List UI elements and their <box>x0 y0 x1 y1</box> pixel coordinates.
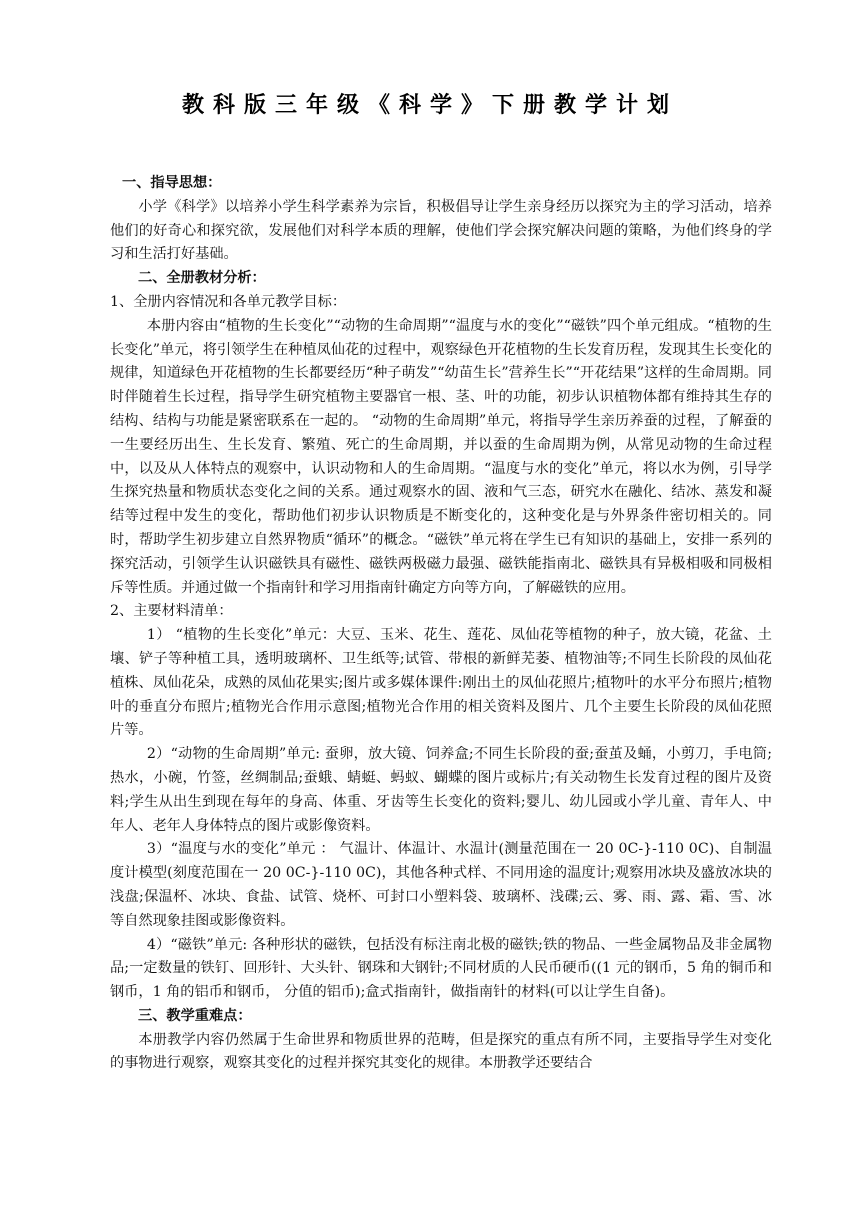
material-item-1: 1） “植物的生长变化”单元：大豆、玉米、花生、莲花、凤仙花等植物的种子，放大镜，花盆、土壤、铲子等种植工具，透明玻璃杯、卫生纸等;试管、带根的新鲜芜萎、植物油等;不同生长阶段的凤仙花植株、凤仙花朵，成熟的凤仙花果实;图片或多媒体课件:刚出土的凤仙花照片;植物叶的水平分布照片;植物叶的垂直分布照片;植物光合作用示意图;植物光合作用的相关资料及图片、几个主要生长阶段的凤仙花照片等。 <box>110 627 772 739</box>
section-2-sub1-heading: 1、全册内容情况和各单元教学目标： <box>110 293 347 310</box>
document-title: 教科版三年级《科学》下册教学计划 <box>181 93 678 118</box>
section-3-heading: 三、教学重难点： <box>138 1007 252 1024</box>
section-3-paragraph: 本册教学内容仍然属于生命世界和物质世界的范畴，但是探究的重点有所不同，主要指导学生对变化的事物进行观察，观察其变化的过程并探究其变化的规律。本册教学还要结合 <box>110 1031 772 1072</box>
document-body <box>110 172 772 1076</box>
material-item-3: 3）“温度与水的变化”单元 ： 气温计、体温计、水温计(测量范围在一 20 0C-}-110 0C)、自制温度计模型(刻度范围在一 20 0C-}-110 0C)，其他各种式样、不同用途的温度计;观察用冰块及盛放冰块的浅盘;保温杯、冰块、食盐、试管、烧杯、可封口小塑料袋、玻璃杯、浅碟;云、雾、雨、露、霜、雪、冰等自然现象挂图或影像资料。 <box>110 841 772 929</box>
section-1-heading: 一、指导思想： <box>122 175 222 191</box>
section-2-heading: 二、全册教材分析： <box>138 270 266 287</box>
section-2-sub2-heading: 2、主要材料清单： <box>110 603 233 620</box>
section-2-sub1-paragraph: 本册内容由“植物的生长变化”“动物的生命周期”“温度与水的变化”“磁铁”四个单元组成。“植物的生长变化”单元，将引领学生在种植凤仙花的过程中，观察绿色开花植物的生长发育历程，发现其生长变化的规律，知道绿色开花植物的生长都要经历“种子萌发”“幼苗生长”营养生长”“开花结果”这样的生命周期。同时伴随着生长过程，指导学生研究植物主要器官一根、茎、叶的功能，初步认识植物体都有维持其生存的结构、结构与功能是紧密联系在一起的。 “动物的生命周期”单元，将指导学生亲历养蚕的过程，了解蚕的一生要经历出生、生长发育、繁殖、死亡的生命周期，并以蚕的生命周期为例，从常见动物的生命过程中，以及从人体特点的观察中，认识动物和人的生命周期。“温度与水的变化”单元，将以水为例，引导学生探究热量和物质状态变化之间的关系。通过观察水的固、液和气三态，研究水在融化、结冰、蒸发和凝结等过程中发生的变化，帮助他们初步认识物质是不断变化的，这种变化是与外界条件密切相关的。同时，帮助学生初步建立自然界物质“循环”的概念。“磁铁”单元将在学生已有知识的基础上，安排一系列的探究活动，引领学生认识磁铁具有磁性、磁铁两极磁力最强、磁铁能指南北、磁铁具有异极相吸和同极相斥等性质。并通过做一个指南针和学习用指南针确定方向等方向，了解磁铁的应用。 <box>110 317 773 596</box>
material-item-4: 4）“磁铁”单元: 各种形状的磁铁，包括没有标注南北极的磁铁;铁的物品、一些金属物品及非金属物品;一定数量的铁钉、回形针、大头针、钢珠和大钢针;不同材质的人民币硬币((1 元的钢币，5 角的铜币和钢币，1 角的铝币和钢币， 分值的铝币);盒式指南针，做指南针的材料(可以让学生自备)。 <box>110 936 772 1001</box>
material-item-2: 2）“动物的生命周期”单元: 蚕卵，放大镜、饲养盒;不同生长阶段的蚕;蚕茧及蛹，小剪刀，手电筒;热水，小碗，竹签，丝绸制品;蚕蛾、蜻蜓、蚂蚁、蝴蝶的图片或标片;有关动物生长发育过程的图片及资料;学生从出生到现在每年的身高、体重、牙齿等生长变化的资料;婴儿、幼儿园或小学儿童、青年人、中年人、老年人身体特点的图片或影像资料。 <box>110 746 772 834</box>
section-1-paragraph: 小学《科学》以培养小学生科学素养为宗旨，积极倡导让学生亲身经历以探究为主的学习活动，培养他们的好奇心和探究欲，发展他们对科学本质的理解，使他们学会探究解决问题的策略，为他们终身的学习和生活打好基础。 <box>110 198 772 263</box>
